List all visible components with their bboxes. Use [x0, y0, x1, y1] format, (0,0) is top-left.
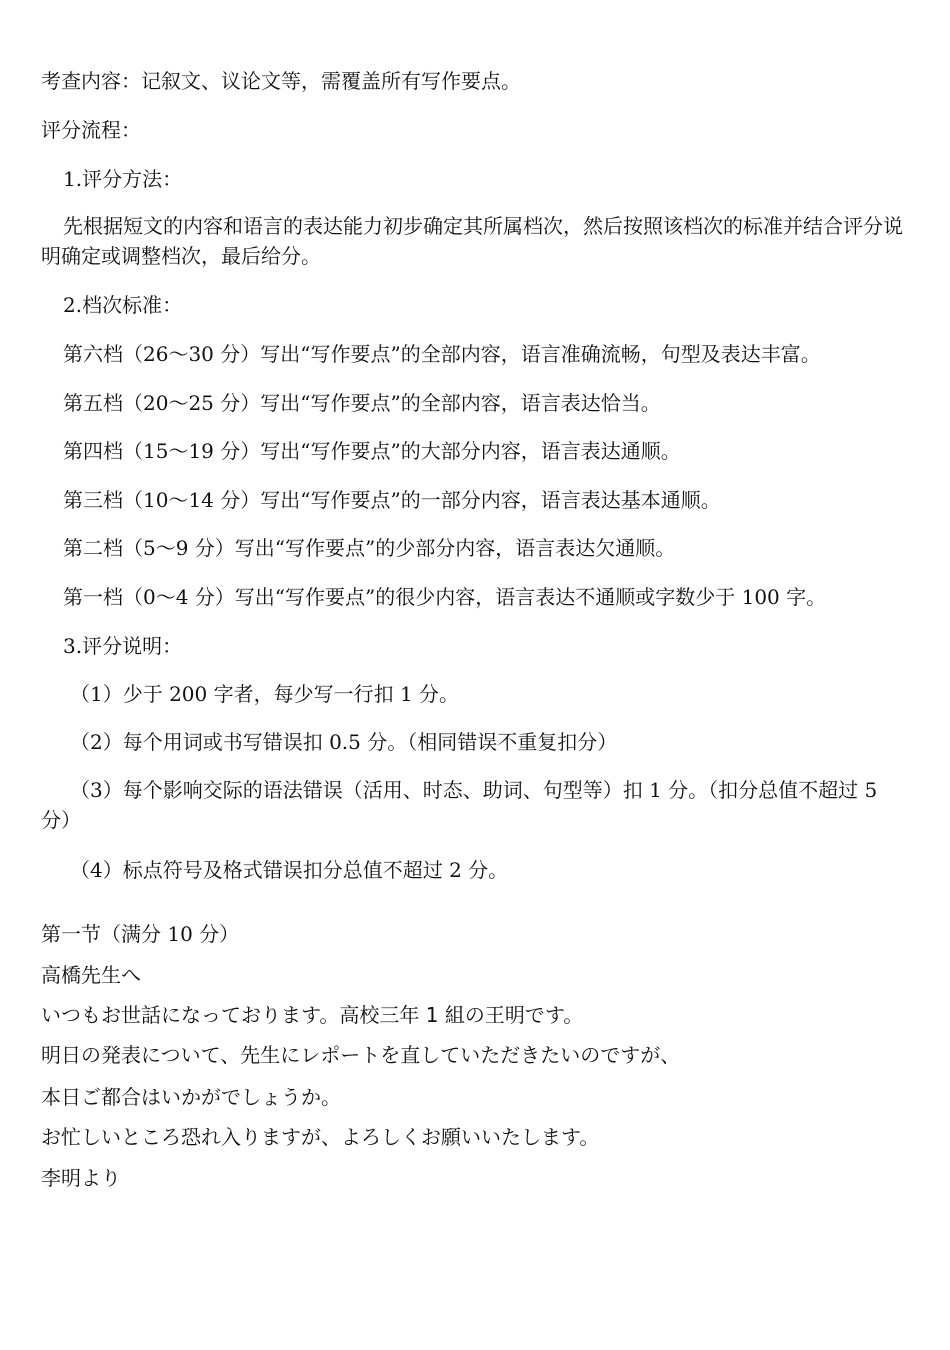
- letter-signature: 李明より: [41, 1166, 121, 1190]
- method-text: 先根据短文的内容和语言的表达能力初步确定其所属档次，然后按照该档次的标准并结合评分说明确定或调整档次，最后给分。: [41, 214, 903, 268]
- note-item: （3）每个影响交际的语法错误（活用、时态、助词、句型等）扣 1 分。（扣分总值不超过 5 分）: [41, 778, 878, 832]
- letter-line: 本日ご都合はいかがでしょうか。: [41, 1085, 341, 1109]
- letter-line: お忙しいところ恐れ入りますが、よろしくお願いいたします。: [41, 1125, 600, 1149]
- letter-line: 明日の発表について、先生にレポートを直していただきたいのですが、: [41, 1043, 681, 1067]
- letter-line: いつもお世話になっております。高校三年 1 組の王明です。: [41, 1003, 584, 1027]
- note-item: （1）少于 200 字者，每少写一行扣 1 分。: [70, 682, 460, 706]
- level-item: 第三档（10～14 分）写出“写作要点”的一部分内容，语言表达基本通顺。: [63, 488, 721, 512]
- notes-title: 3.评分说明：: [63, 634, 183, 658]
- scope-text: 考查内容：记叙文、议论文等，需覆盖所有写作要点。: [41, 69, 521, 93]
- levels-title: 2.档次标准：: [63, 293, 183, 317]
- method-title: 1.评分方法：: [63, 167, 183, 191]
- section-title: 第一节（满分 10 分）: [41, 922, 240, 946]
- level-item: 第五档（20～25 分）写出“写作要点”的全部内容，语言表达恰当。: [63, 391, 661, 415]
- letter-line: 高橋先生へ: [41, 963, 141, 987]
- note-item: （2）每个用词或书写错误扣 0.5 分。（相同错误不重复扣分）: [70, 730, 618, 754]
- level-item: 第四档（15～19 分）写出“写作要点”的大部分内容，语言表达通顺。: [63, 439, 681, 463]
- process-title: 评分流程：: [41, 118, 141, 142]
- level-item: 第六档（26～30 分）写出“写作要点”的全部内容，语言准确流畅，句型及表达丰富。: [63, 342, 821, 366]
- note-item: （4）标点符号及格式错误扣分总值不超过 2 分。: [70, 858, 509, 882]
- level-item: 第二档（5～9 分）写出“写作要点”的少部分内容，语言表达欠通顺。: [63, 536, 676, 560]
- level-item: 第一档（0～4 分）写出“写作要点”的很少内容，语言表达不通顺或字数少于 100 字。: [63, 585, 827, 609]
